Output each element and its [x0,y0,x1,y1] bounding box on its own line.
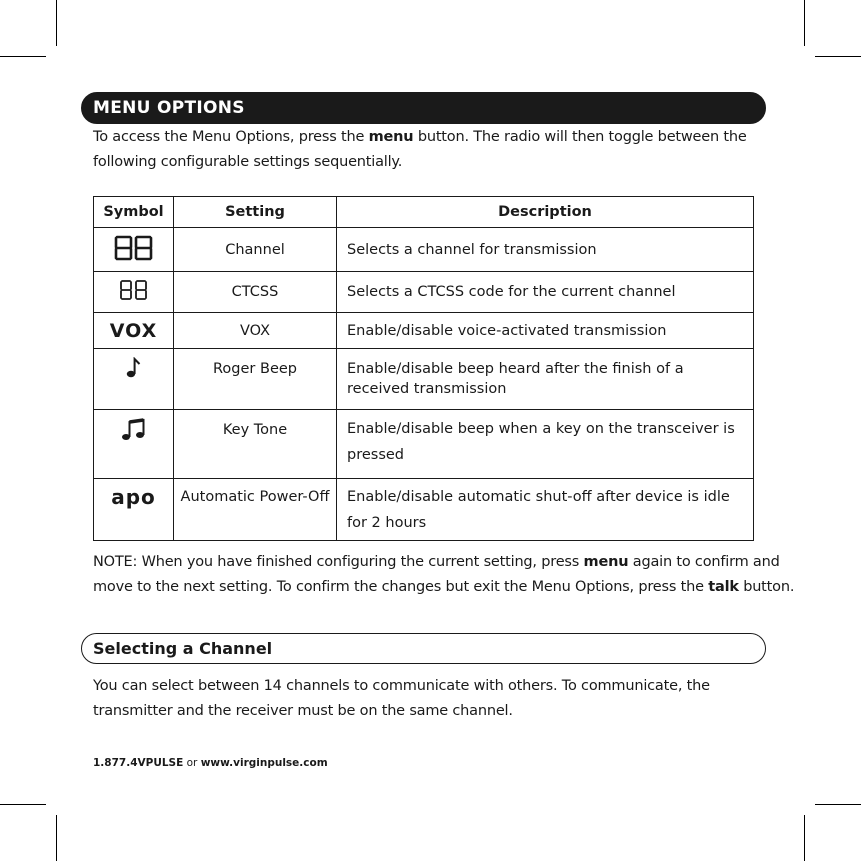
setting-automatic-power-off: Automatic Power-Off [174,479,337,541]
header-symbol: Symbol [94,197,174,228]
menu-options-heading: MENU OPTIONS [81,92,766,124]
ctcss-symbol [94,272,174,313]
footer-website: www.virginpulse.com [200,757,328,769]
crop-mark [56,815,57,861]
vox-symbol-text: VOX [109,319,158,342]
table-row [94,313,754,349]
crop-mark [56,0,57,46]
seven-segment-88-large-icon [114,234,154,262]
setting-vox: VOX [174,313,337,349]
selecting-channel-heading: Selecting a Channel [81,633,766,664]
table-header-row [94,197,754,228]
header-setting: Setting [174,197,337,228]
table-row [94,410,754,479]
description-roger-beep: Enable/disable beep heard after the finish of a received transmission [337,349,754,410]
crop-mark [815,56,861,57]
beamed-notes-icon [121,418,147,442]
setting-channel: Channel [174,228,337,272]
crop-mark [804,815,805,861]
table-row [94,479,754,541]
description-channel: Selects a channel for transmission [337,228,754,272]
crop-mark [0,804,46,805]
seven-segment-88-small-icon [119,279,149,301]
menu-options-intro: To access the Menu Options, press the menu button. The radio will then toggle between the following configurable settings sequentially. [93,129,747,170]
table-row [94,272,754,313]
vox-symbol [94,313,174,349]
selecting-channel-text: You can select between 14 channels to communicate with others. To communicate, the transmitter and the receiver must be on the same channel. [93,678,710,719]
footer-phone: 1.877.4VPULSE [93,757,184,769]
header-description: Description [337,197,754,228]
roger-beep-symbol [94,349,174,410]
setting-roger-beep: Roger Beep [174,349,337,410]
crop-mark [0,56,46,57]
crop-mark [804,0,805,46]
setting-ctcss: CTCSS [174,272,337,313]
apo-symbol [94,479,174,541]
eighth-note-icon [126,357,142,379]
footer-contact: 1.877.4VPULSE or www.virginpulse.com [93,757,328,769]
description-key-tone: Enable/disable beep when a key on the transceiver is pressed [337,410,754,479]
crop-mark [815,804,861,805]
apo-symbol-text: apo [111,485,156,509]
description-vox: Enable/disable voice-activated transmission [337,313,754,349]
table-row [94,228,754,272]
menu-options-note: NOTE: When you have finished configuring the current setting, press menu again to confirm and move to the next setting. To confirm the changes but exit the Menu Options, press the talk button. [93,554,795,595]
key-tone-symbol [94,410,174,479]
table-row [94,349,754,410]
menu-options-table [93,196,754,541]
setting-key-tone: Key Tone [174,410,337,479]
channel-symbol [94,228,174,272]
description-ctcss: Selects a CTCSS code for the current channel [337,272,754,313]
description-automatic-power-off: Enable/disable automatic shut-off after device is idle for 2 hours [337,479,754,541]
